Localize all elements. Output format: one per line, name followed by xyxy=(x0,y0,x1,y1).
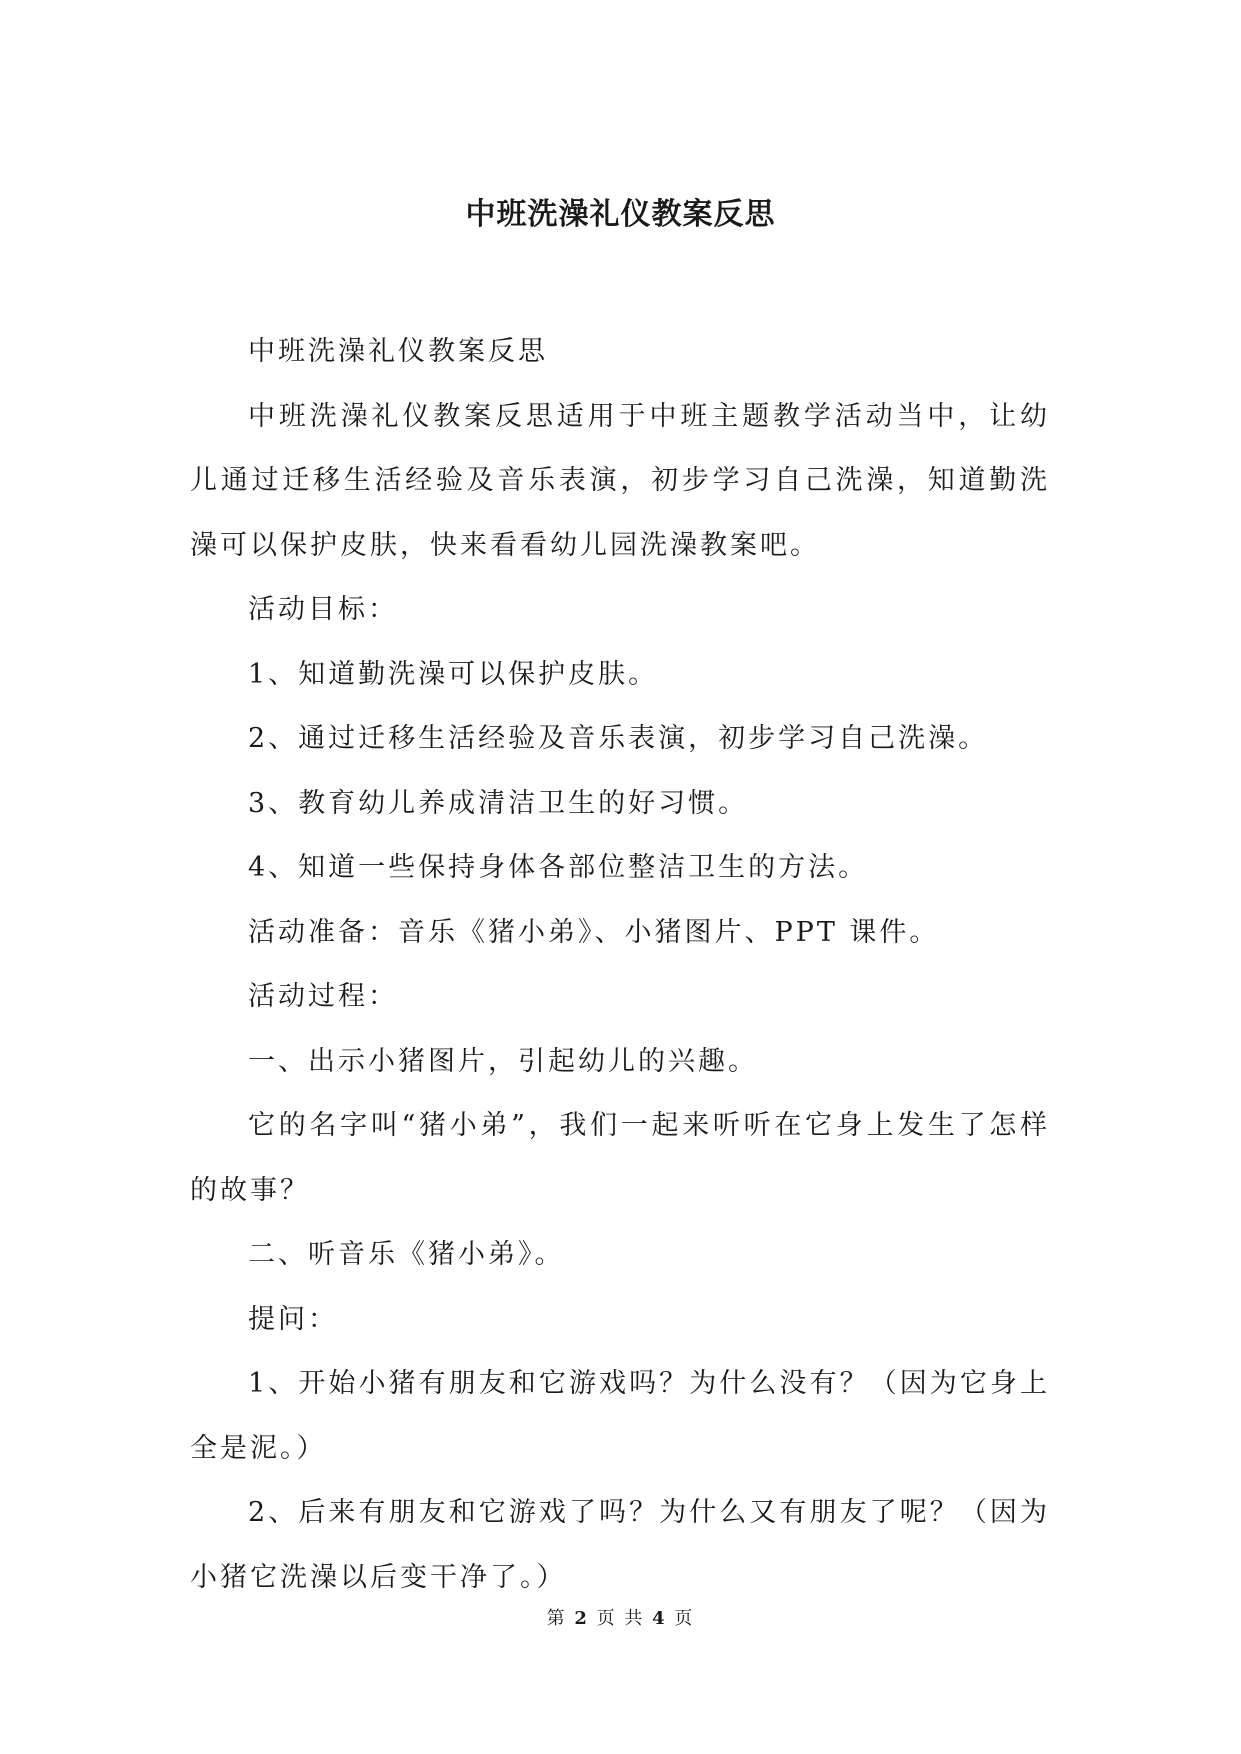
paragraph: 2、后来有朋友和它游戏了吗？为什么又有朋友了呢？（因为小猪它洗澡以后变干净了。） xyxy=(190,1497,1050,1593)
paragraph: 一、出示小猪图片，引起幼儿的兴趣。 xyxy=(248,1045,758,1077)
paragraph: 活动目标： xyxy=(248,594,398,625)
paragraph: 二、听音乐《猪小弟》。 xyxy=(248,1239,565,1270)
paragraph: 中班洗澡礼仪教案反思适用于中班主题教学活动当中，让幼儿通过迁移生活经验及音乐表演，初步学习自己洗澡，知道勤洗澡可以保护皮肤，快来看看幼儿园洗澡教案吧。 xyxy=(190,400,1050,561)
paragraph: 活动准备：音乐《猪小弟》、小猪图片、PPT 课件。 xyxy=(248,916,940,948)
paragraph: 它的名字叫“猪小弟”，我们一起来听听在它身上发生了怎样的故事？ xyxy=(190,1110,1050,1206)
paragraph: 1、开始小猪有朋友和它游戏吗？为什么没有？（因为它身上全是泥。） xyxy=(190,1368,1050,1464)
document-body xyxy=(190,320,1050,1610)
paragraph: 2、通过迁移生活经验及音乐表演，初步学习自己洗澡。 xyxy=(248,723,989,754)
footer-middle: 页 共 xyxy=(596,1608,645,1629)
paragraph: 中班洗澡礼仪教案反思 xyxy=(248,336,548,367)
current-page-number: 2 xyxy=(574,1608,589,1629)
paragraph: 3、教育幼儿养成清洁卫生的好习惯。 xyxy=(248,787,749,819)
paragraph: 1、知道勤洗澡可以保护皮肤。 xyxy=(248,658,659,690)
footer-prefix: 第 xyxy=(546,1608,567,1629)
document-title: 中班洗澡礼仪教案反思 xyxy=(465,197,776,232)
paragraph: 活动过程： xyxy=(248,981,398,1012)
paragraph: 提问： xyxy=(248,1303,338,1335)
paragraph: 4、知道一些保持身体各部位整洁卫生的方法。 xyxy=(248,852,869,883)
footer-suffix: 页 xyxy=(674,1608,695,1629)
total-pages-number: 4 xyxy=(652,1608,667,1629)
page-number-footer xyxy=(0,1607,1241,1631)
